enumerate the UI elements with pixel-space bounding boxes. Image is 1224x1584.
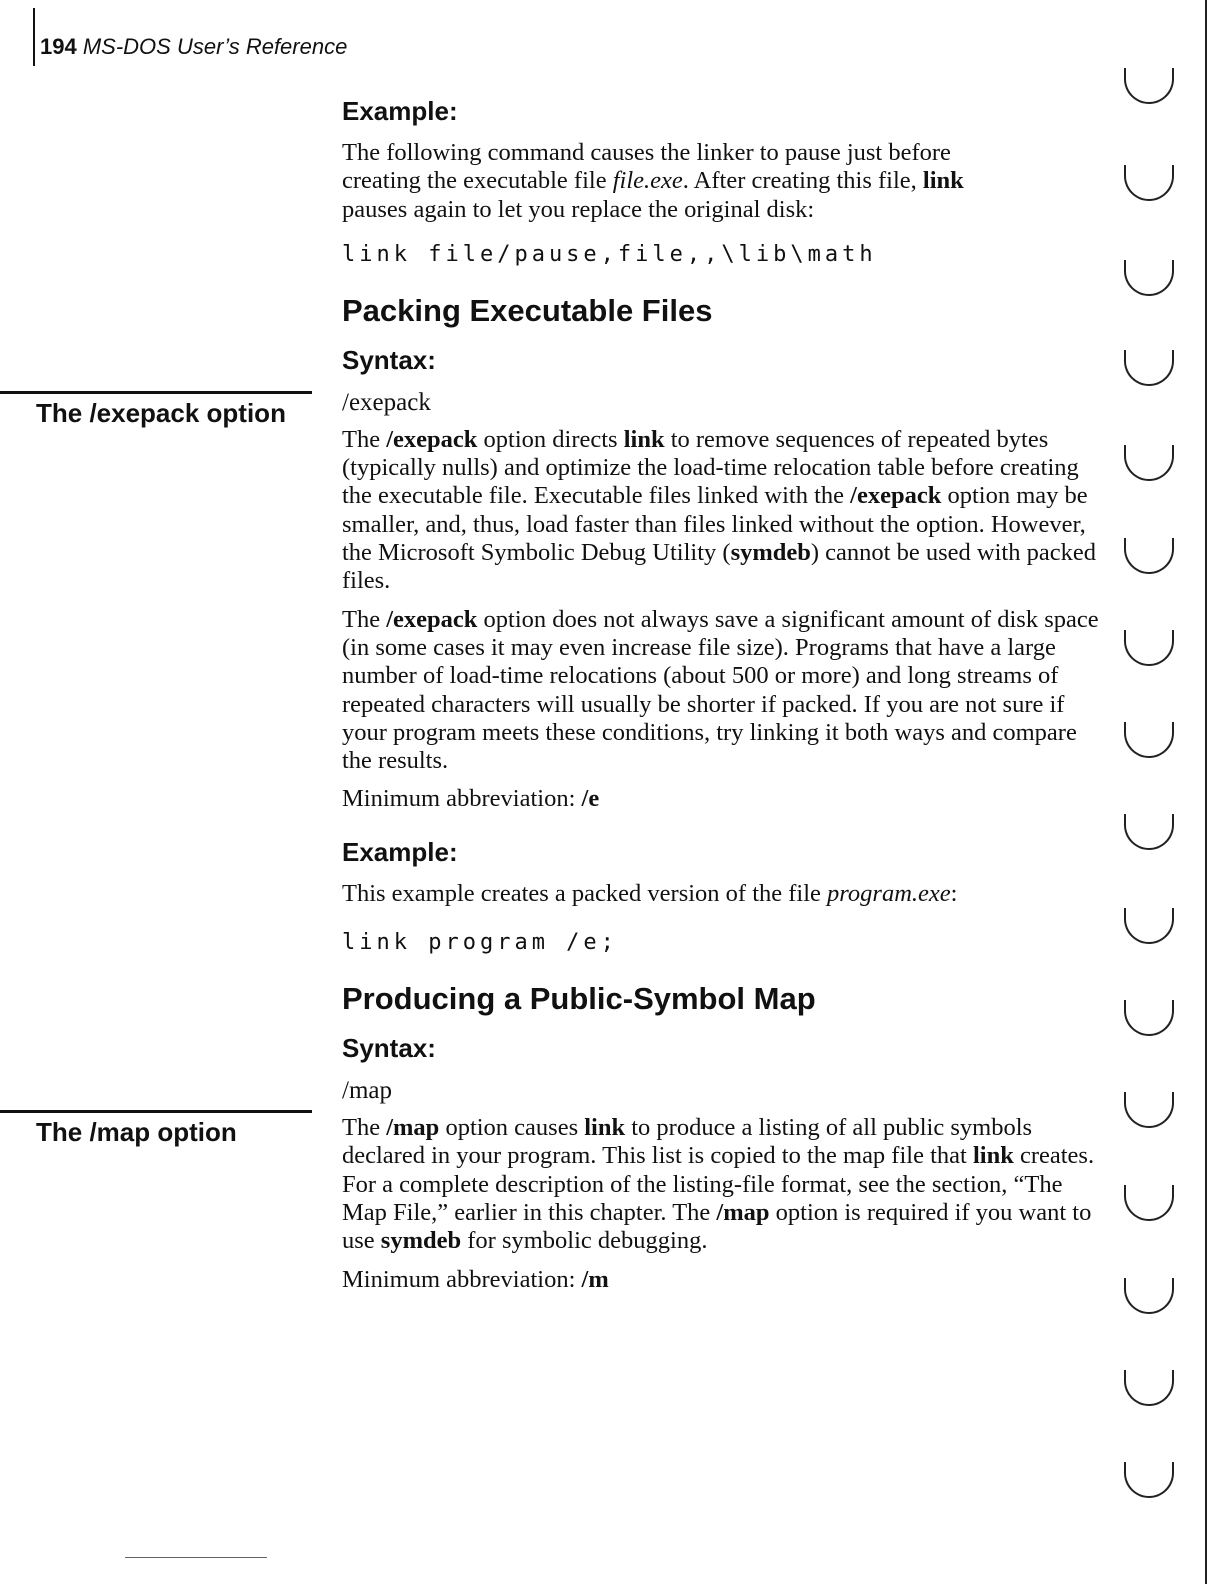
- filename-program-exe: program.exe: [827, 879, 951, 907]
- binder-hole-1: [1124, 68, 1174, 104]
- margin-rule-map: [0, 1110, 312, 1113]
- binder-hole-5: [1124, 445, 1174, 481]
- binder-hole-11: [1124, 1000, 1174, 1036]
- page-edge-rule: [1205, 0, 1207, 1584]
- example-heading-pause: Example:: [342, 96, 458, 126]
- page-header: [40, 34, 347, 60]
- margin-rule-exepack: [0, 391, 312, 394]
- footer-rule: [125, 1557, 267, 1558]
- binder-hole-10: [1124, 908, 1174, 944]
- map-min-abbreviation: Minimum abbreviation: /m: [342, 1265, 609, 1293]
- binder-hole-16: [1124, 1462, 1174, 1498]
- syntax-heading-exepack: Syntax:: [342, 344, 436, 375]
- code-pause-command: link file/pause,file,,\lib\math: [342, 241, 877, 267]
- margin-note-map: The /map option: [36, 1117, 237, 1147]
- binder-hole-4: [1124, 350, 1174, 386]
- book-title: MS-DOS User’s Reference: [82, 34, 348, 59]
- link-keyword: link: [922, 167, 964, 195]
- binder-hole-15: [1124, 1370, 1174, 1406]
- binder-hole-13: [1124, 1185, 1174, 1221]
- section-title-exepack: Packing Executable Files: [342, 292, 713, 328]
- binder-hole-6: [1124, 538, 1174, 574]
- filename-file-exe: file.exe: [612, 167, 683, 195]
- exepack-paragraph-1: The /exepack option directs link to remove sequences of repeated bytes (typically nulls) and optimize the load-time relocation table before creating the executable file. Executable files linked with the /exepack option may be smaller, and, thus, load faster than files linked without the option. However, the Microsoft Symbolic Debug Utility (symdeb) cannot be used with packed files.: [342, 425, 1096, 595]
- main-text-column: [342, 95, 1102, 1304]
- syntax-exepack: /exepack: [342, 388, 431, 416]
- binder-hole-9: [1124, 814, 1174, 850]
- syntax-heading-map: Syntax:: [342, 1033, 436, 1064]
- binder-hole-7: [1124, 630, 1174, 666]
- map-paragraph-1: The /map option causes link to produce a listing of all public symbols declared in your program. This list is copied to the map file that link creates. For a complete description of the listing-file format, see the section, “The Map File,” earlier in this chapter. The /map option is required if you want to use symdeb for symbolic debugging.: [342, 1114, 1095, 1255]
- binder-hole-2: [1124, 165, 1174, 201]
- pause-example-paragraph: The following command causes the linker to pause just before creating the executable file file.exe. After creating this file, link pauses again to let you replace the original disk:: [342, 139, 964, 223]
- section-title-map: Producing a Public-Symbol Map: [342, 981, 816, 1017]
- page-number: 194: [40, 34, 77, 59]
- binder-hole-8: [1124, 722, 1174, 758]
- code-exepack-command: link program /e;: [342, 930, 618, 956]
- binder-hole-14: [1124, 1278, 1174, 1314]
- syntax-map: /map: [342, 1077, 392, 1105]
- exepack-example-text: This example creates a packed version of the file program.exe:: [342, 879, 958, 907]
- margin-note-exepack: The /exepack option: [36, 398, 286, 428]
- binder-hole-12: [1124, 1092, 1174, 1128]
- exepack-min-abbreviation: Minimum abbreviation: /e: [342, 785, 600, 813]
- binder-hole-3: [1124, 260, 1174, 296]
- example-heading-exepack: Example:: [342, 836, 458, 867]
- header-rule: [33, 8, 35, 66]
- exepack-paragraph-2: The /exepack option does not always save a significant amount of disk space (in some cases it may even increase file size). Programs that have a large number of load-time relocations (about 500 or more) and long streams of repeated characters will usually be shorter if packed. If you are not sure if your program meets these conditions, try linking it both ways and compare the results.: [342, 605, 1099, 775]
